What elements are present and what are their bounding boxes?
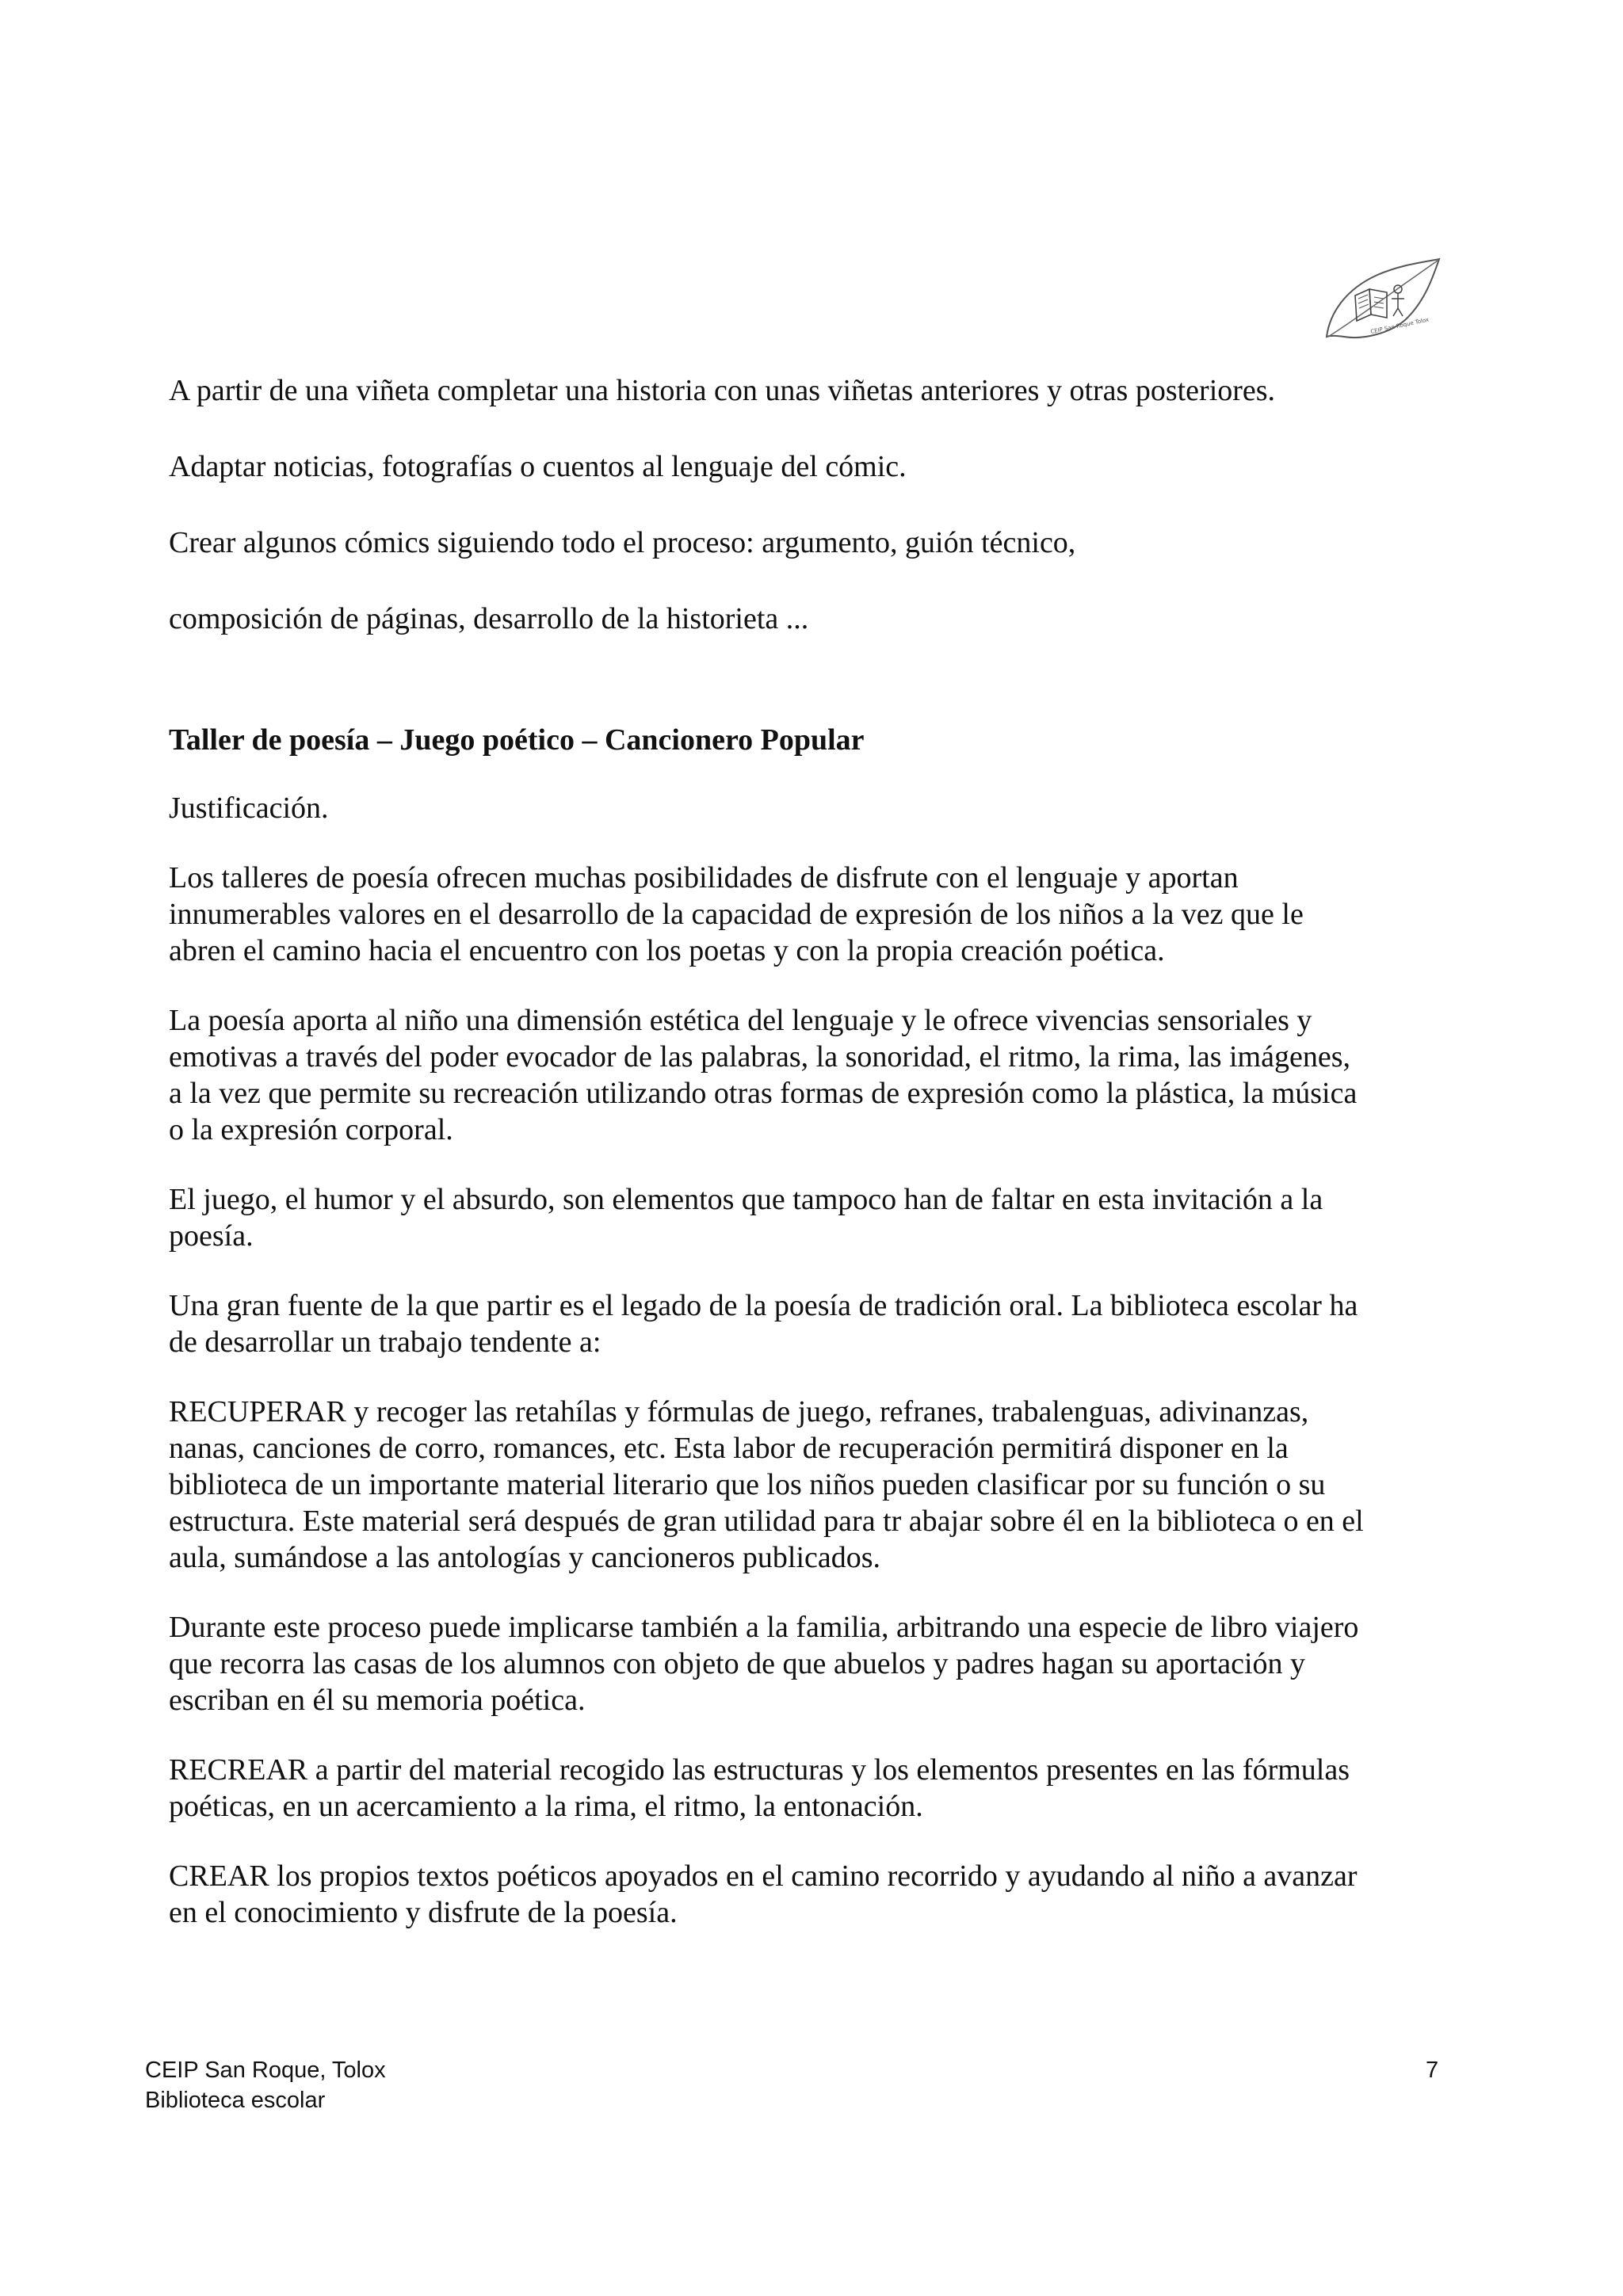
paragraph: [169, 1609, 1453, 1718]
paragraph-line: Los talleres de poesía ofrecen muchas posibilidades de disfrute con el lenguaje y aportan: [169, 861, 1239, 894]
paragraph-line: poéticas, en un acercamiento a la rima, el ritmo, la entonación.: [169, 1790, 923, 1823]
paragraph-line: nanas, canciones de corro, romances, etc. Esta labor de recuperación permitirá disponer en la: [169, 1432, 1289, 1465]
intro-line: composición de páginas, desarrollo de la historieta ...: [169, 602, 809, 635]
paragraph-line: de desarrollar un trabajo tendente a:: [169, 1325, 601, 1359]
paragraph: [169, 1752, 1453, 1825]
paragraph-line: emotivas a través del poder evocador de las palabras, la sonoridad, el ritmo, la rima, las imágenes,: [169, 1040, 1350, 1074]
intro-line: Crear algunos cómics siguiendo todo el proceso: argumento, guión técnico,: [169, 526, 1076, 559]
paragraph-line: poesía.: [169, 1219, 254, 1253]
intro-line: Adaptar noticias, fotografías o cuentos al lenguaje del cómic.: [169, 450, 907, 483]
paragraph: [169, 1287, 1453, 1360]
page-body: [169, 372, 1453, 1931]
paragraph-line: a la vez que permite su recreación utilizando otras formas de expresión como la plástica, la música: [169, 1077, 1358, 1110]
svg-text:CEIP San Roque Tolox: CEIP San Roque Tolox: [1369, 316, 1430, 335]
paragraph-line: El juego, el humor y el absurdo, son elementos que tampoco han de faltar en esta invitación a la: [169, 1183, 1323, 1216]
paragraph-line: La poesía aporta al niño una dimensión estética del lenguaje y le ofrece vivencias sensoriales y: [169, 1004, 1312, 1037]
paragraph: [169, 860, 1453, 969]
paragraph-line: que recorra las casas de los alumnos con objeto de que abuelos y padres hagan su aportación y: [169, 1647, 1306, 1680]
page-footer: [145, 2055, 386, 2115]
paragraph-line: biblioteca de un importante material literario que los niños pueden clasificar por su función o su: [169, 1468, 1326, 1501]
footer-school: CEIP San Roque, Tolox: [145, 2058, 386, 2083]
paragraph-line: en el conocimiento y disfrute de la poesía.: [169, 1896, 678, 1929]
paragraph: [169, 1002, 1453, 1148]
section-subheading: Justificación.: [169, 791, 329, 825]
paragraph-line: innumerables valores en el desarrollo de la capacidad de expresión de los niños a la vez que le: [169, 898, 1304, 931]
paragraph-line: RECREAR a partir del material recogido las estructuras y los elementos presentes en las fórmulas: [169, 1753, 1350, 1787]
paragraph-line: RECUPERAR y recoger las retahílas y fórmulas de juego, refranes, trabalenguas, adivinanzas,: [169, 1395, 1309, 1428]
page-number: 7: [1426, 2058, 1439, 2083]
paragraph-line: estructura. Este material será después de gran utilidad para tr abajar sobre él en la biblioteca o en el: [169, 1505, 1364, 1538]
footer-department: Biblioteca escolar: [145, 2088, 326, 2113]
paragraph: [169, 1181, 1453, 1254]
paragraph-line: o la expresión corporal.: [169, 1113, 453, 1146]
intro-line: A partir de una viñeta completar una historia con unas viñetas anteriores y otras posteriores.: [169, 374, 1276, 407]
section-heading: Taller de poesía – Juego poético – Cancionero Popular: [169, 723, 865, 757]
paragraph: [169, 1394, 1453, 1576]
paragraph-line: escriban en él su memoria poética.: [169, 1684, 586, 1717]
paragraph-line: aula, sumándose a las antologías y cancioneros publicados.: [169, 1541, 881, 1574]
school-library-leaf-logo-icon: [1322, 257, 1442, 343]
paragraph-line: Durante este proceso puede implicarse también a la familia, arbitrando una especie de libro viajero: [169, 1611, 1359, 1644]
paragraph-line: abren el camino hacia el encuentro con los poetas y con la propia creación poética.: [169, 934, 1165, 967]
paragraph-line: Una gran fuente de la que partir es el legado de la poesía de tradición oral. La biblioteca escolar ha: [169, 1289, 1358, 1322]
paragraph: [169, 1858, 1453, 1931]
paragraph-line: CREAR los propios textos poéticos apoyados en el camino recorrido y ayudando al niño a avanzar: [169, 1859, 1358, 1893]
